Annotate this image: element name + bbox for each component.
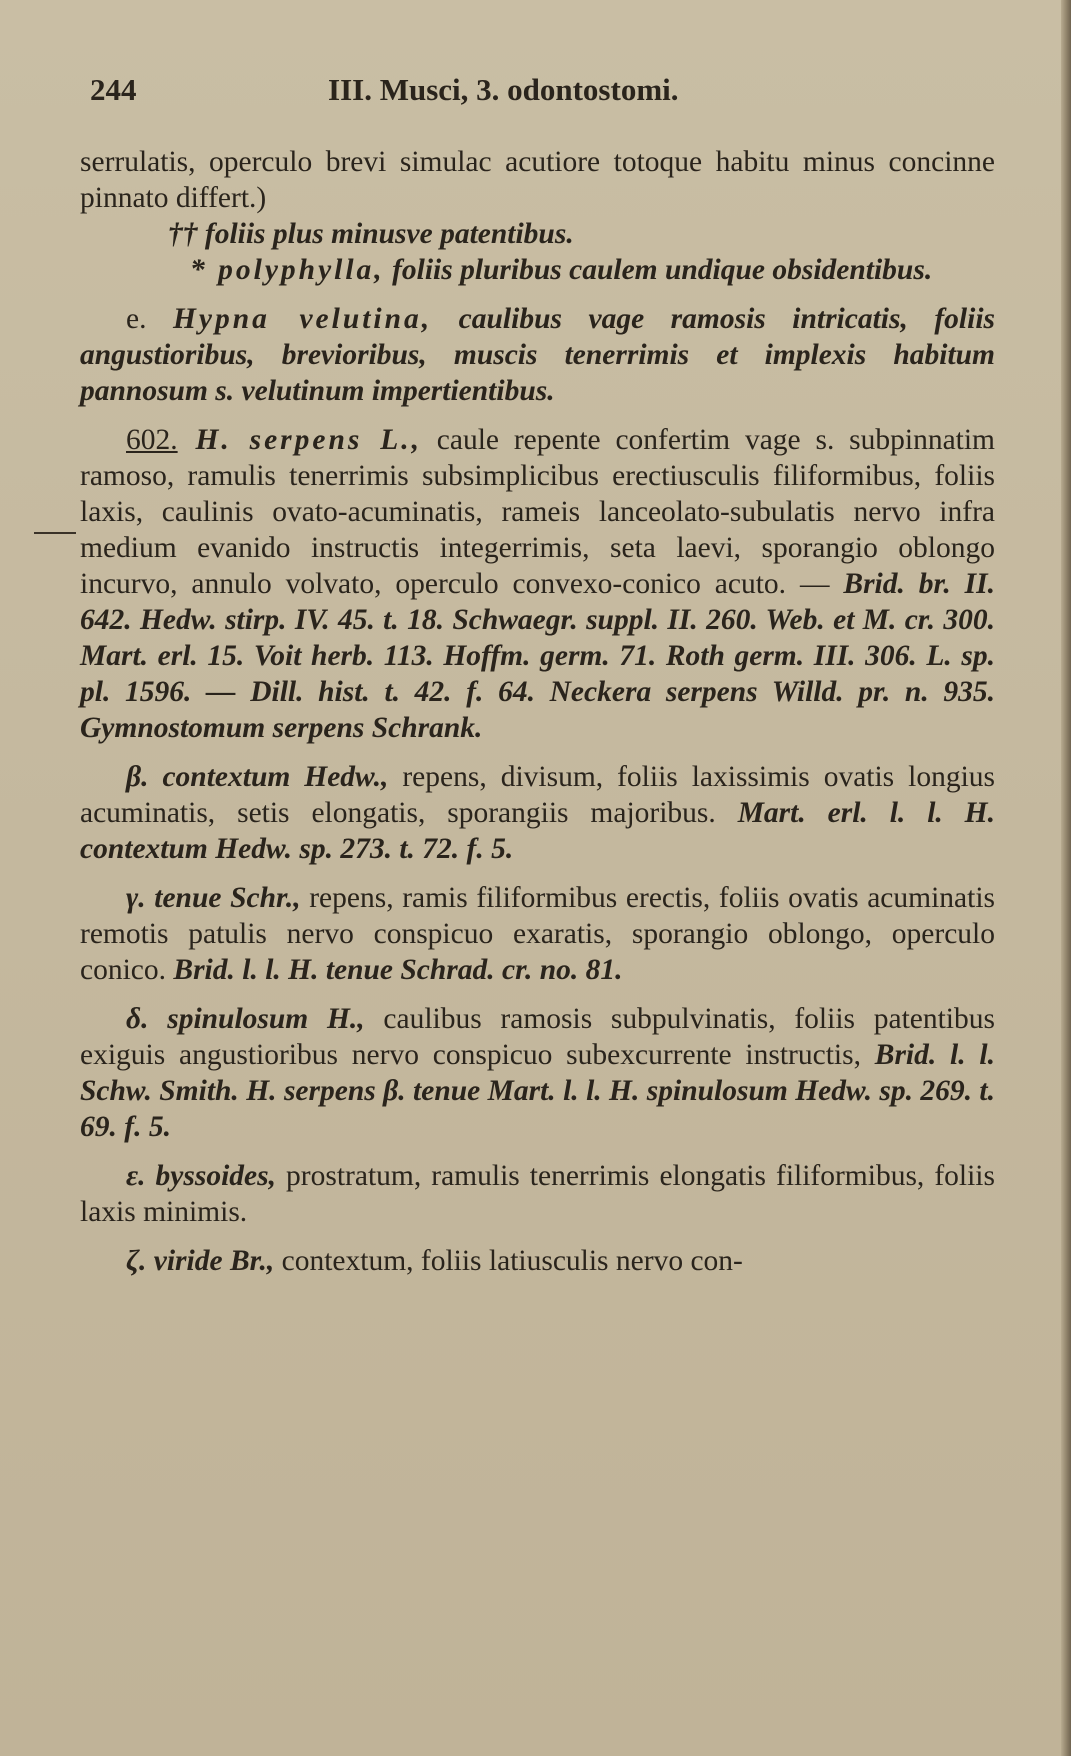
- entry-hypna-velutina: [80, 301, 995, 409]
- entry-name: Hypna velutina,: [172, 303, 433, 335]
- margin-dash: [34, 532, 76, 534]
- entry-name: H. serpens L.,: [177, 424, 422, 456]
- variety-epsilon: [80, 1158, 995, 1230]
- section-heading: †† foliis plus minusve patentibus.: [168, 218, 574, 250]
- entry-polyphylla: [80, 252, 995, 288]
- variety-gamma: [80, 880, 995, 988]
- variety-description: contextum, foliis latiusculis nervo con-: [274, 1245, 743, 1277]
- variety-delta: [80, 1001, 995, 1145]
- variety-references: Brid. l. l. Schw. Smith. H. serpens β. tenue Mart. l. l. H. spinulosum Hedw. sp. 269. t. 69. f. 5.: [80, 1039, 995, 1143]
- entry-602-serpens: [80, 422, 995, 746]
- variety-description: prostratum, ramulis tenerrimis elongatis filiformibus, foliis laxis minimis.: [80, 1160, 995, 1228]
- entry-references: Brid. br. II. 642. Hedw. stirp. IV. 45. t. 18. Schwaegr. suppl. II. 260. Web. et M. cr. 300. Mart. erl. 15. Voit herb. 113. Hoffm. germ. 71. Roth germ. III. 306. L. sp. pl. 1596. — Dill. hist. t. 42. f. 64. Neckera serpens Willd. pr. n. 935. Gymnostomum serpens Schrank.: [80, 568, 996, 744]
- continuation-paragraph: serrulatis, operculo brevi simulac acutiore totoque habitu minus concinne pinnato differt.): [80, 146, 995, 214]
- variety-name: ε. byssoides,: [126, 1160, 276, 1192]
- entry-number: 602.: [126, 424, 178, 456]
- variety-description: repens, ramis filiformibus erectis, foliis ovatis acuminatis remotis patulis nervo conspicuo exaratis, sporangio oblongo, operculo conico.: [80, 882, 995, 986]
- variety-description: caulibus ramosis subpulvinatis, foliis patentibus exiguis angustioribus nervo conspicuo subexcurrente instructis,: [80, 1003, 995, 1071]
- variety-name: δ. spinulosum H.,: [126, 1003, 365, 1035]
- entry-name: * polyphylla,: [190, 254, 385, 286]
- variety-name: γ. tenue Schr.,: [126, 882, 301, 914]
- variety-references: Brid. l. l. H. tenue Schrad. cr. no. 81.: [173, 954, 623, 986]
- entry-letter: e.: [126, 303, 173, 335]
- entry-description: foliis pluribus caulem undique obsidentibus.: [384, 254, 933, 286]
- variety-name: ζ. viride Br.,: [126, 1245, 275, 1277]
- variety-zeta: [80, 1243, 995, 1279]
- entry-description: caule repente confertim vage s. subpinnatim ramoso, ramulis tenerrimis subsimplicibus erectiusculis filiformibus, foliis laxis, caulinis ovato-acuminatis, rameis lanceolato-subulatis nervo infra medium evanido instructis integerrimis, seta laevi, sporangio oblongo incurvo, annulo volvato, operculo convexo-conico acuto. —: [80, 424, 995, 600]
- variety-name: β. contextum Hedw.,: [126, 761, 389, 793]
- variety-description: repens, divisum, foliis laxissimis ovatis longius acuminatis, setis elongatis, sporangiis majoribus.: [80, 761, 995, 829]
- page-number: 244: [90, 72, 137, 107]
- entry-description: caulibus vage ramosis intricatis, foliis angustioribus, brevioribus, muscis tenerrimis et implexis habitum pannosum s. velutinum impertientibus.: [80, 303, 995, 407]
- variety-beta: [80, 759, 995, 867]
- page-edge: [1061, 0, 1071, 1756]
- running-title: III. Musci, 3. odontostomi.: [328, 72, 679, 107]
- page-body: [80, 144, 995, 1279]
- variety-references: Mart. erl. l. l. H. contextum Hedw. sp. 273. t. 72. f. 5.: [80, 797, 995, 865]
